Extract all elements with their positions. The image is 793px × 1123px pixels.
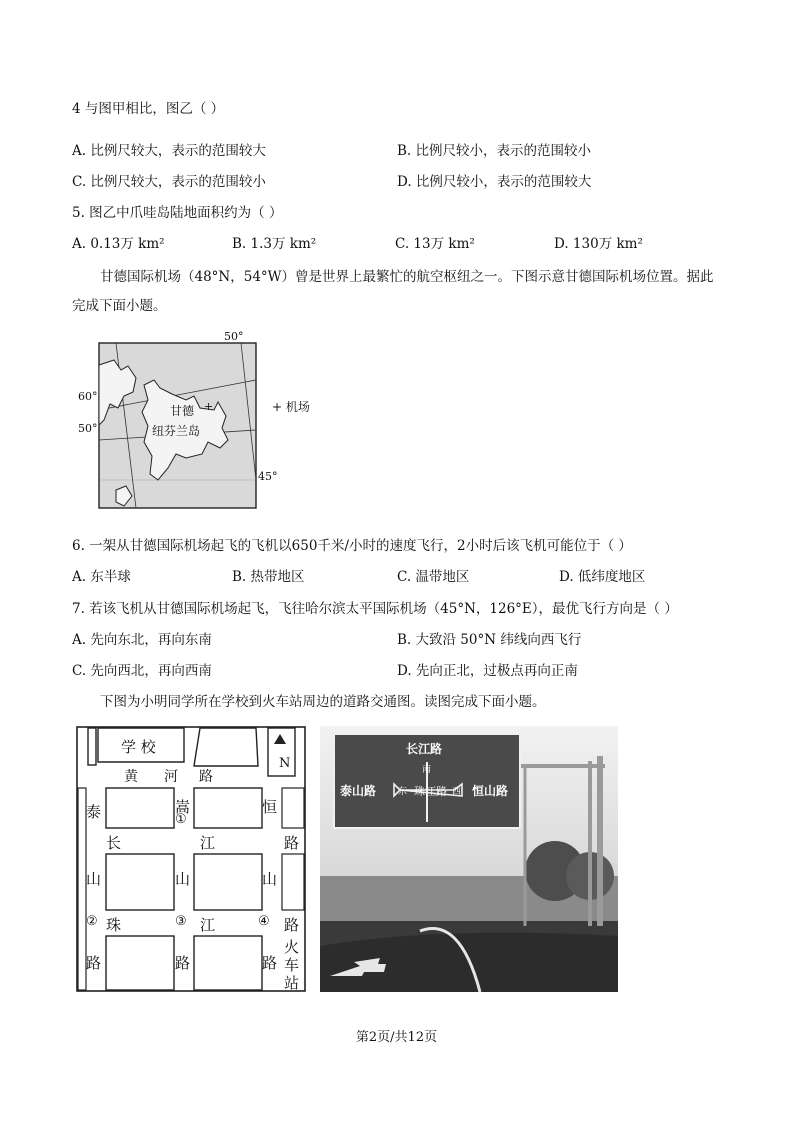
marker-1: ① [175,812,187,827]
question-6-stem: 6. 一架从甘德国际机场起飞的飞机以650千米/小时的速度飞行，2小时后该飞机可能位于（ ） [72,538,632,554]
sign-east-label: 东 [398,787,408,797]
q4-option-a: A. 比例尺较大，表示的范围较大 [72,143,266,159]
sign-west-label: 西 [452,787,462,797]
q7-option-c: C. 先向西北，再向西南 [72,663,212,679]
huanghe-road-3: 路 [199,769,213,785]
q5-option-d: D. 130万 km² [554,236,643,252]
changjiang-road-1: 长 [106,834,122,852]
gander-map-figure [76,330,326,515]
lat-label-45: 45° [258,470,278,483]
gander-location-map [76,330,326,515]
zhujiang-road-2: 江 [200,916,216,934]
huanghe-road-2: 河 [164,769,178,785]
station-label-3: 站 [284,974,300,992]
intro-paragraph-1-cont: 完成下面小题。 [72,298,167,314]
sign-east-road: 恒山路 [472,784,509,798]
taishan-road-3: 路 [86,954,102,972]
svg-text:+: + [204,400,214,413]
map-legend-airport: + 机场 [272,400,310,414]
q5-option-c: C. 13万 km² [395,236,475,252]
huanghe-road-1: 黄 [124,769,138,785]
q4-option-d: D. 比例尺较小，表示的范围较大 [397,174,592,190]
songshan-road-2: 山 [175,870,191,888]
intro-paragraph-1: 甘德国际机场（48°N，54°W）曾是世界上最繁忙的航空枢纽之一。下图示意甘德国际机场位置。据此 [100,269,714,285]
school-station-road-map [76,726,306,992]
q6-option-b: B. 热带地区 [232,569,305,585]
hengshan-road-3: 路 [262,954,278,972]
intro-paragraph-2: 下图为小明同学所在学校到火车站周边的道路交通图。读图完成下面小题。 [100,694,546,710]
q6-option-d: D. 低纬度地区 [559,569,646,585]
q7-option-b: B. 大致沿 50°N 纬线向西飞行 [397,632,582,648]
page-footer: 第2页/共12页 [355,1030,438,1045]
taishan-road-2: 山 [86,870,102,888]
q7-option-d: D. 先向正北，过极点再向正南 [397,663,578,679]
songshan-road-3: 路 [175,954,191,972]
q7-option-a: A. 先向东北，再向东南 [72,632,212,648]
question-7-stem: 7. 若该飞机从甘德国际机场起飞，飞往哈尔滨太平国际机场（45°N，126°E），最优飞行方向是（ ） [72,601,678,617]
songshan-road-1: 嵩 [175,798,191,816]
question-4-stem: 4 与图甲相比，图乙（ ） [72,101,225,117]
lat-label-60: 60° [78,390,98,403]
q4-option-b: B. 比例尺较小，表示的范围较小 [397,143,592,159]
zhujiang-road-1: 珠 [106,916,122,934]
taishan-road-1: 泰 [86,803,102,821]
q6-option-c: C. 温带地区 [397,569,470,585]
q4-option-c: C. 比例尺较大，表示的范围较小 [72,174,266,190]
gander-airport-label: 甘德 [170,404,195,418]
hengshan-road-2: 山 [262,870,278,888]
north-arrow-label: N [279,756,291,771]
changjiang-road-3: 路 [284,834,300,852]
q5-option-b: B. 1.3万 km² [232,236,317,252]
q6-option-a: A. 东半球 [72,569,131,585]
question-5-stem: 5. 图乙中爪哇岛陆地面积约为（ ） [72,205,283,221]
marker-2: ② [86,914,98,929]
road-sign-photo [320,726,618,992]
newfoundland-label: 纽芬兰岛 [152,424,201,438]
zhujiang-road-3: 路 [284,916,300,934]
school-label: 学 校 [121,738,156,756]
station-label-1: 火 [284,938,300,956]
sign-west-road: 泰山路 [340,784,377,798]
hengshan-road-1: 恒 [262,798,278,816]
lat-label-50-top: 50° [224,330,244,343]
station-label-2: 车 [284,956,300,974]
sign-center-road: 珠江路 [414,785,447,798]
changjiang-road-2: 江 [200,834,216,852]
sign-north-direction: 南 [422,765,432,775]
lat-label-50-left: 50° [78,422,98,435]
sign-north-road: 长江路 [406,742,443,756]
q5-option-a: A. 0.13万 km² [72,236,165,252]
marker-4: ④ [258,914,270,929]
marker-3: ③ [175,914,187,929]
road-sign-figure [320,726,618,992]
